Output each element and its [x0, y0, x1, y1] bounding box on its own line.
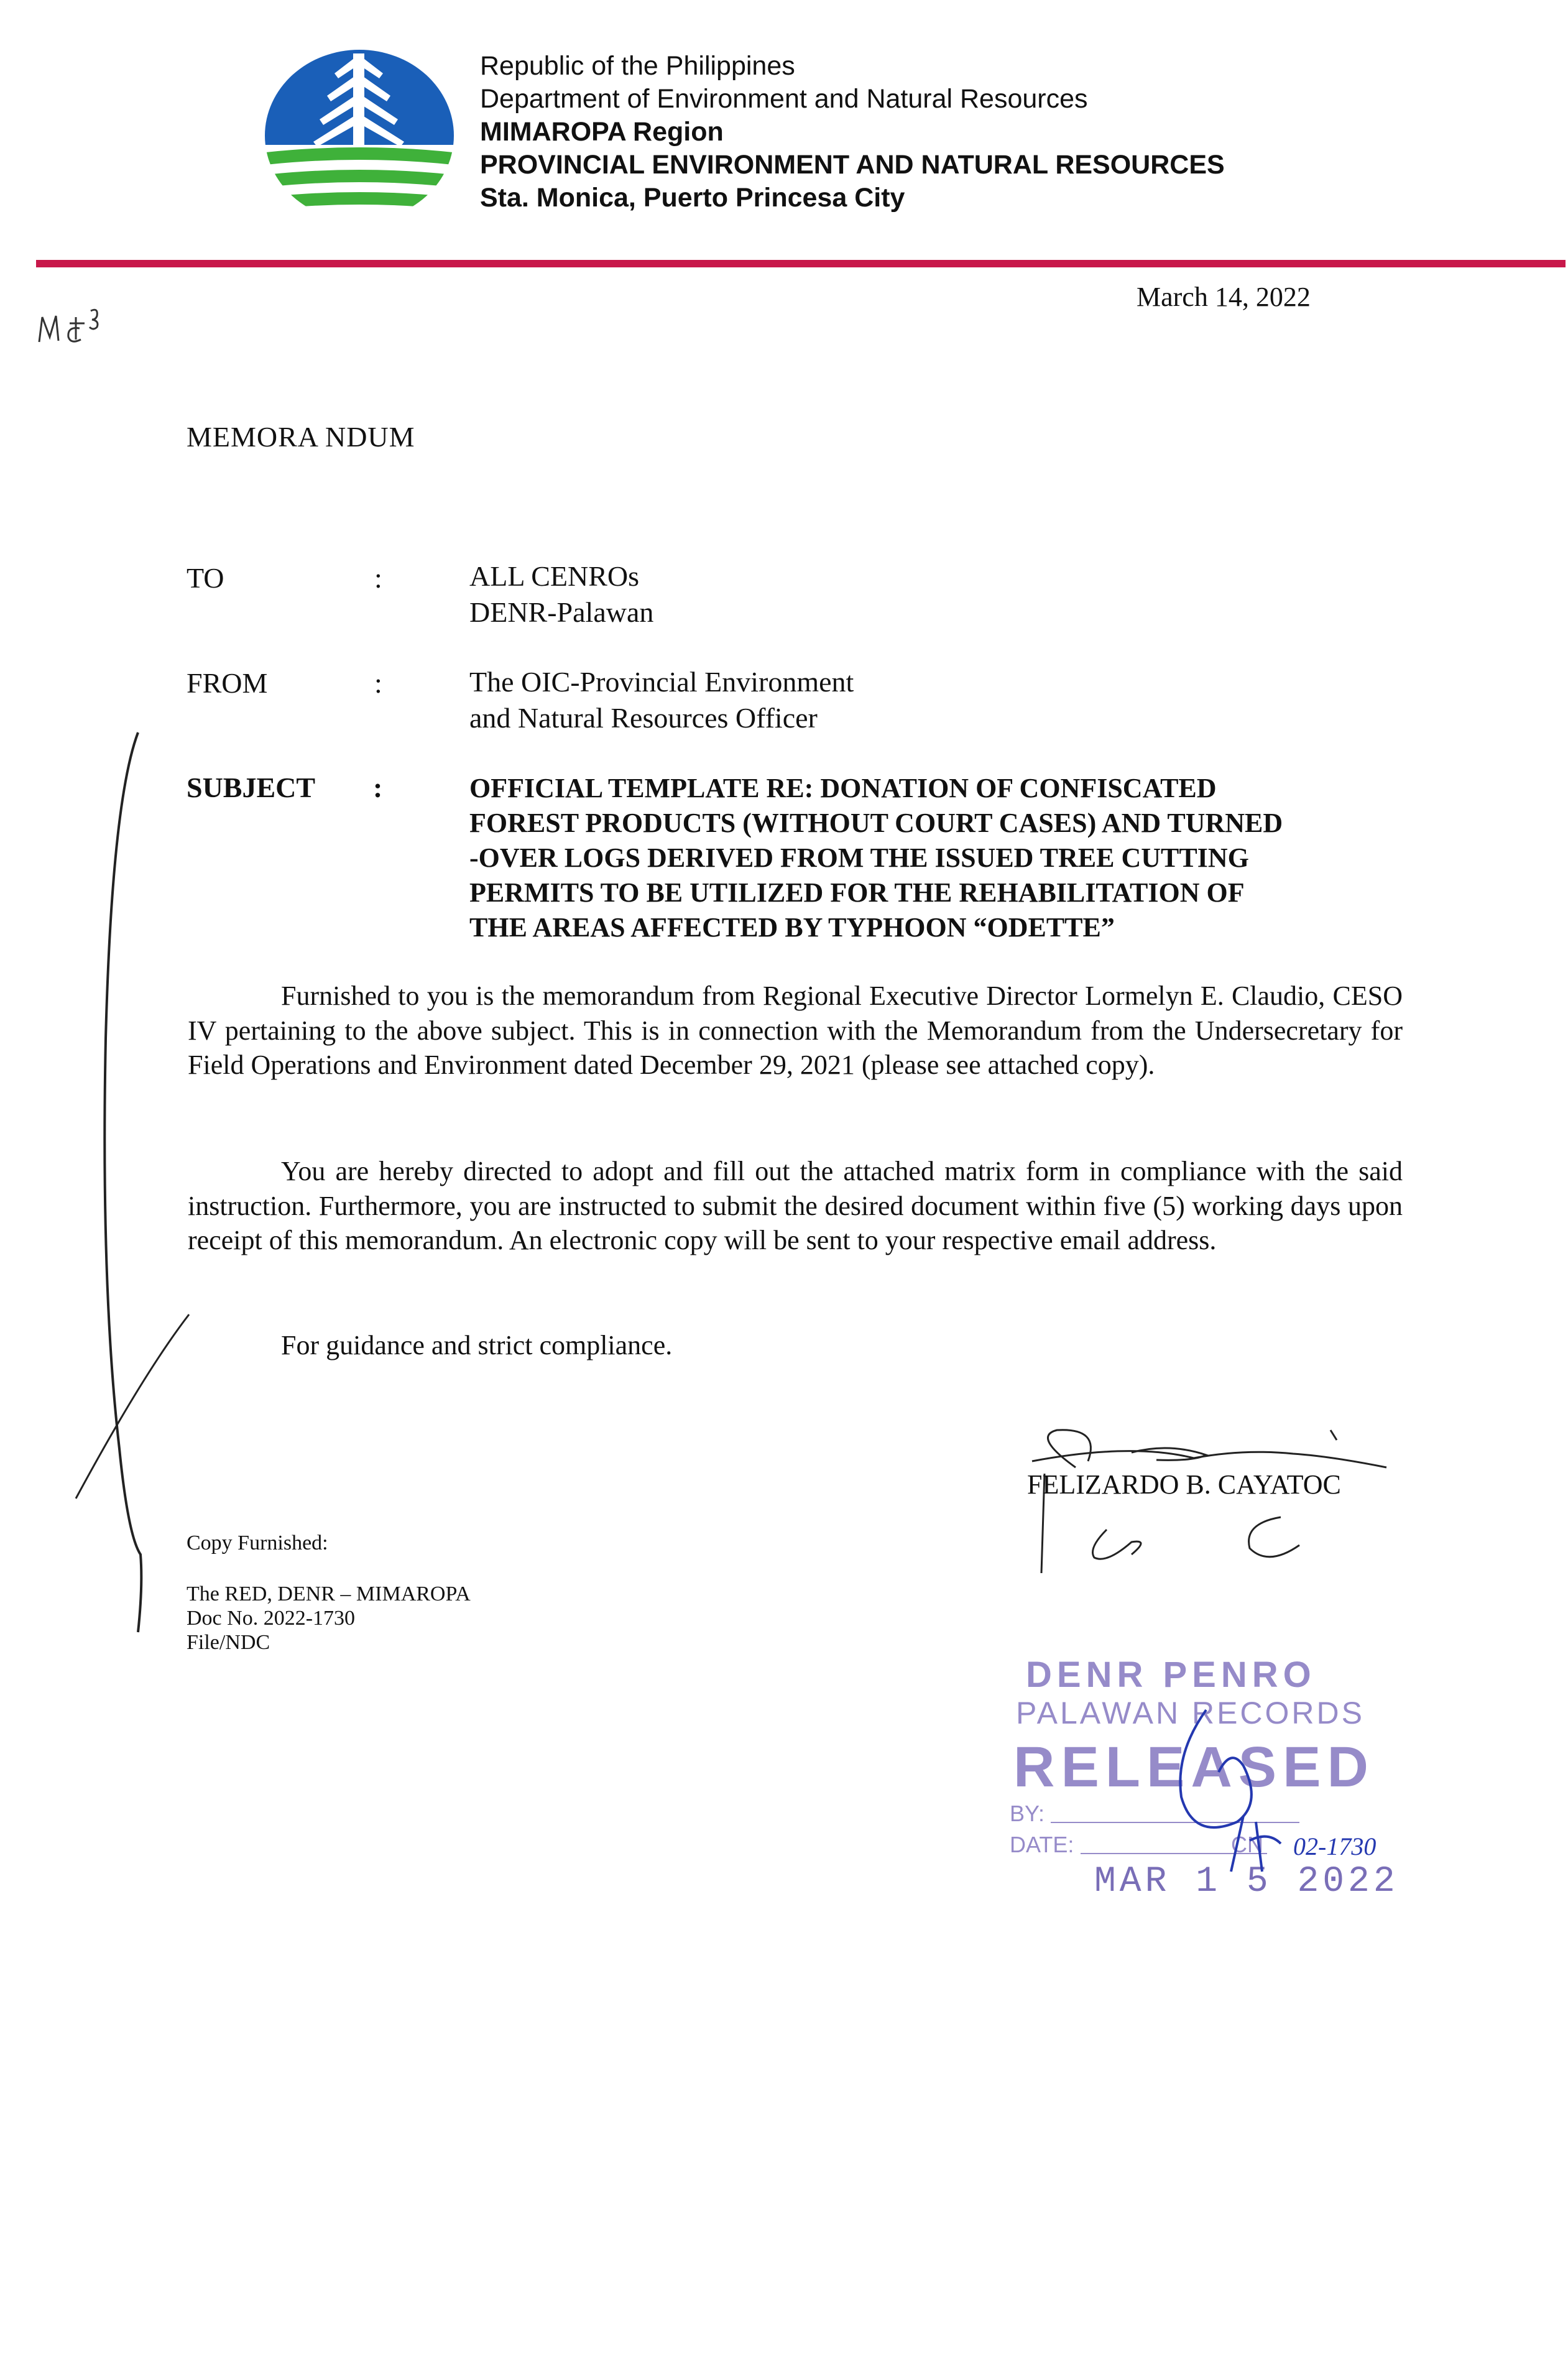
- to-separator: :: [374, 562, 382, 594]
- copy-furnished-list: [187, 1582, 471, 1655]
- memo-title: MEMORA NDUM: [187, 421, 415, 453]
- stamp-line-3: RELEASED: [1013, 1735, 1375, 1799]
- stamp-by-label: BY:: [1010, 1801, 1045, 1826]
- body-paragraph-2: You are hereby directed to adopt and fill out the attached matrix form in compliance with the said instruction. Furthermore, you are instructed to submit the desired document within five (5) working days upon receipt of this memorandum. An electronic copy will be sent to your respective email address.: [188, 1156, 1403, 1255]
- body-paragraph-3: For guidance and strict compliance.: [281, 1330, 673, 1360]
- header-line-3: MIMAROPA Region: [480, 117, 724, 147]
- stamp-line-2: PALAWAN RECORDS: [1016, 1696, 1365, 1730]
- signature-mark: [1007, 1424, 1393, 1592]
- subject-line-3: -OVER LOGS DERIVED FROM THE ISSUED TREE CUTTING: [469, 843, 1249, 873]
- from-line-1: The OIC-Provincial Environment: [469, 666, 854, 698]
- stamp-date-label: DATE:: [1010, 1832, 1074, 1857]
- subject-line-4: PERMITS TO BE UTILIZED FOR THE REHABILITATION OF: [469, 877, 1245, 908]
- subject-separator: :: [373, 772, 383, 803]
- subject-label: SUBJECT: [187, 772, 316, 803]
- stamp-cn-value: 02-1730: [1293, 1832, 1377, 1860]
- from-value: [469, 664, 854, 736]
- from-label: FROM: [187, 667, 268, 699]
- to-value: [469, 558, 653, 630]
- subject-line-5: THE AREAS AFFECTED BY TYPHOON “ODETTE”: [469, 912, 1115, 943]
- denr-logo-icon: [260, 42, 459, 229]
- copy-furnished-label: Copy Furnished:: [187, 1531, 328, 1554]
- subject-line-1: OFFICIAL TEMPLATE RE: DONATION OF CONFISCATED: [469, 773, 1217, 803]
- signatory-name: FELIZARDO B. CAYATOC: [1027, 1469, 1341, 1500]
- stamp-cn-label: CN: [1231, 1832, 1263, 1857]
- copy-furnished-line-3: File/NDC: [187, 1631, 270, 1654]
- copy-furnished-line-1: The RED, DENR – MIMAROPA: [187, 1582, 471, 1605]
- blue-handwritten-mark: [1169, 1704, 1318, 1878]
- handwritten-initials: [36, 298, 136, 361]
- header-rule: [36, 260, 1566, 267]
- stamp-date-value: MAR 1 5 2022: [1094, 1862, 1399, 1902]
- margin-bracket-mark: [68, 727, 205, 1642]
- subject-line-2: FOREST PRODUCTS (WITHOUT COURT CASES) AND TURNED: [469, 808, 1283, 838]
- memo-date: March 14, 2022: [1137, 282, 1311, 312]
- from-separator: :: [374, 667, 382, 699]
- to-line-1: ALL CENROs: [469, 560, 640, 592]
- header-line-4: PROVINCIAL ENVIRONMENT AND NATURAL RESOURCES: [480, 150, 1225, 180]
- subject-value: [469, 771, 1414, 945]
- stamp-line-1: DENR PENRO: [1026, 1655, 1316, 1695]
- header-line-5: Sta. Monica, Puerto Princesa City: [480, 183, 905, 213]
- body-paragraph-1: Furnished to you is the memorandum from Regional Executive Director Lormelyn E. Claudio, CESO IV pertaining to the above subject. This is in connection with the Memorandum from the Undersecretary for Field Operations and Environment dated December 29, 2021 (please see attached copy).: [188, 981, 1403, 1080]
- initials-text: Mc: [36, 358, 37, 359]
- to-label: TO: [187, 562, 224, 594]
- letterhead: [480, 50, 1225, 215]
- from-line-2: and Natural Resources Officer: [469, 702, 818, 734]
- header-line-1: Republic of the Philippines: [480, 51, 795, 81]
- to-line-2: DENR-Palawan: [469, 596, 654, 628]
- header-line-2: Department of Environment and Natural Resources: [480, 84, 1088, 114]
- copy-furnished-line-2: Doc No. 2022-1730: [187, 1607, 356, 1630]
